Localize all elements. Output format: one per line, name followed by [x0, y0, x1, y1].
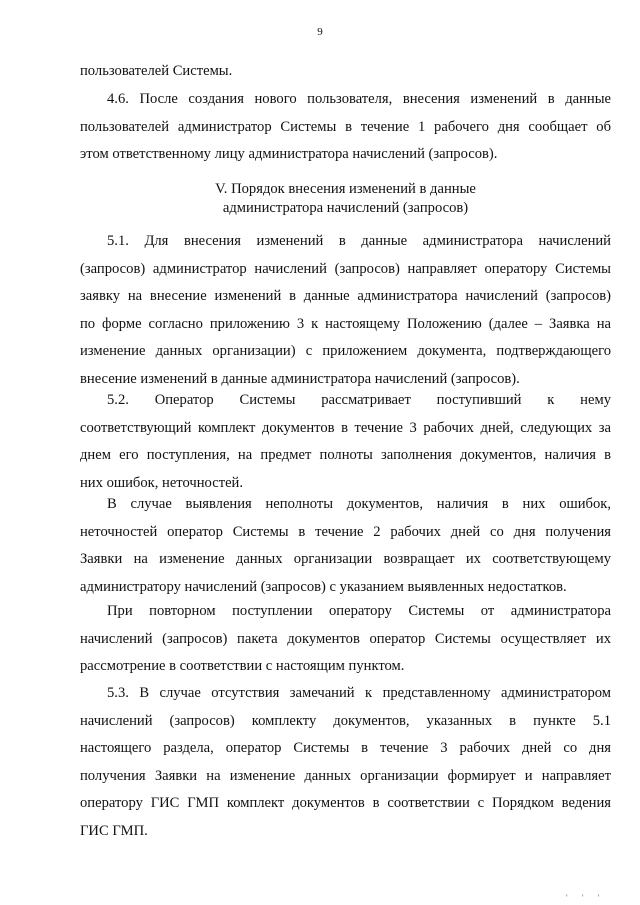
text-line: При повторном поступлении оператору Системы от администратора: [107, 603, 611, 619]
paragraph-4-6: [80, 86, 611, 169]
text-line: соответствующий комплект документов в течение 3 рабочих дней, следующих за: [80, 419, 611, 436]
text-line: настоящего раздела, оператор Системы в течение 3 рабочих дней со дня: [80, 740, 611, 757]
text-line: оператору ГИС ГМП комплект документов в соответствии с Порядком ведения: [80, 795, 611, 812]
text-line: (запросов) администратор начислений (запросов) направляет оператору Системы: [80, 260, 611, 277]
paragraph-5-2-resubmission: [80, 598, 611, 681]
text-line: 5.2. Оператор Системы рассматривает поступивший к нему: [107, 392, 611, 408]
text-line: администратору начислений (запросов) с указанием выявленных недостатков.: [80, 578, 567, 595]
text-line: этом ответственному лицу администратора начислений (запросов).: [80, 146, 498, 163]
page-number: 9: [317, 26, 323, 38]
text-line: 5.1. Для внесения изменений в данные администратора начислений: [107, 233, 611, 249]
text-line: начислений (запросов) пакета документов оператор Системы осуществляет их: [80, 630, 611, 647]
text-line: внесение изменений в данные администратора начислений (запросов).: [80, 370, 520, 387]
paragraph-continuation: [80, 58, 611, 86]
text-line: Заявки на изменение данных организации возвращает их соответствующему: [80, 551, 611, 568]
text-line: рассмотрение в соответствии с настоящим пунктом.: [80, 658, 405, 675]
heading-line: V. Порядок внесения изменений в данные: [215, 181, 476, 197]
text-line: начислений (запросов) комплекту документов, указанных в пункте 5.1: [80, 712, 611, 729]
paragraph-5-3: [80, 680, 611, 846]
text-line: получения Заявки на изменение данных организации формирует и направляет: [80, 767, 611, 784]
paragraph-5-2-deficiencies: [80, 491, 611, 601]
text-line: 5.3. В случае отсутствия замечаний к представленному администратором: [107, 685, 611, 701]
heading-line: администратора начислений (запросов): [222, 200, 469, 216]
text-line: них ошибок, неточностей.: [80, 474, 244, 491]
text-line: ГИС ГМП.: [80, 822, 148, 839]
text-line: заявку на внесение изменений в данные администратора начислений (запросов): [80, 288, 611, 305]
text-line: 4.6. После создания нового пользователя, внесения изменений в данные: [107, 91, 611, 107]
scan-artifact-marks: ' ' ': [566, 893, 606, 903]
text-line: В случае выявления неполноты документов, наличия в них ошибок,: [107, 496, 611, 512]
paragraph-5-1: [80, 228, 611, 394]
text-line: пользователей Системы.: [80, 63, 233, 79]
text-line: изменение данных организации) с приложением документа, подтверждающего: [80, 343, 611, 360]
paragraph-5-2: [80, 387, 611, 497]
section-heading: [80, 180, 611, 218]
text-line: неточностей оператор Системы в течение 2 рабочих дней со дня получения: [80, 523, 611, 540]
text-line: по форме согласно приложению 3 к настоящему Положению (далее – Заявка на: [80, 315, 611, 332]
text-line: днем его поступления, на предмет полноты заполнения документов, наличия в: [80, 447, 611, 464]
text-line: пользователей администратор Системы в течение 1 рабочего дня сообщает об: [80, 118, 611, 135]
